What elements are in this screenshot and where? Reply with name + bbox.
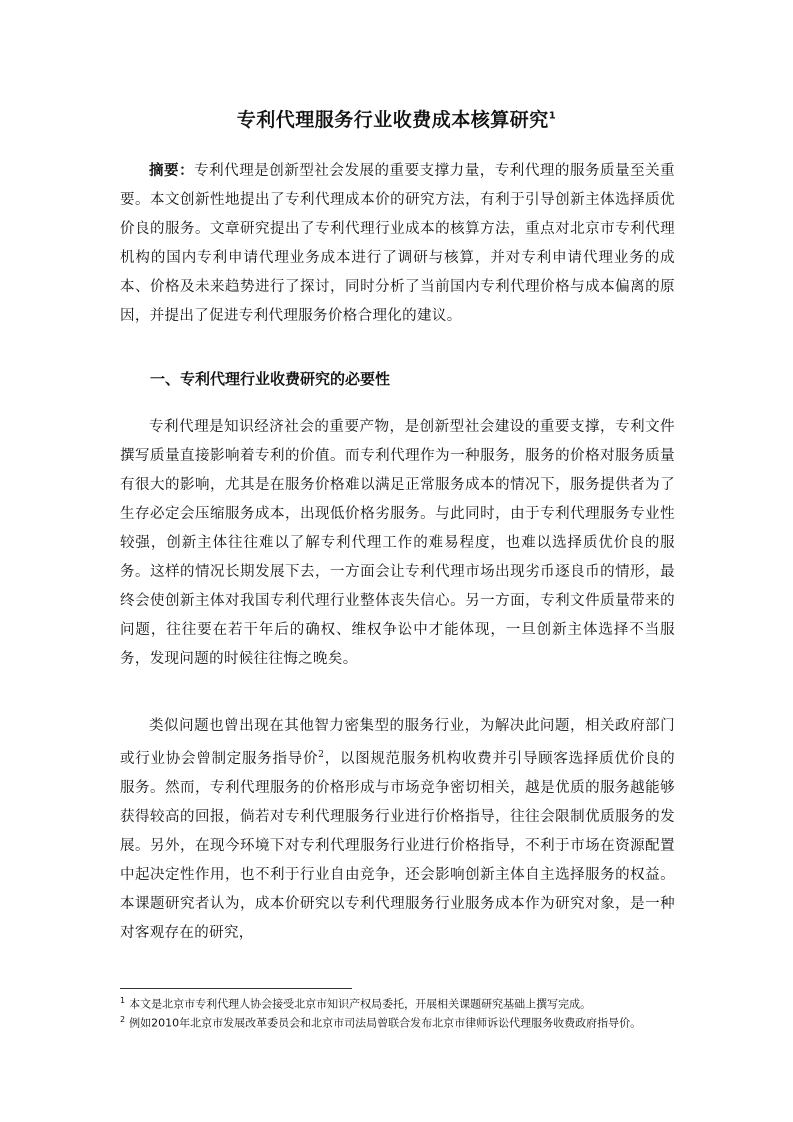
title-text: 专利代理服务行业收费成本核算研究: [236, 109, 549, 131]
section-paragraph-2: [120, 712, 675, 948]
section-heading: 一、专利代理行业收费研究的必要性: [150, 370, 391, 388]
footnotes: [120, 993, 720, 1030]
paragraph-text-after: ，以图规范服务机构收费并引导顾客选择质优价良的服务。然而，专利代理服务的价格形成与市场竞争密切相关，越是优质的服务越能够获得较高的回报，倘若对专利代理服务行业进行价格指导，往往会限制优质服务的发展。另外，在现今环境下对专利代理服务行业进行价格指导，不利于市场在资源配置中起决定性作用，也不利于行业自由竞争，还会影响创新主体自主选择服务的权益。本课题研究者认为，成本价研究以专利代理服务行业服务成本作为研究对象，是一种对客观存在的研究，: [120, 750, 675, 941]
abstract: [120, 157, 675, 331]
title-footnote-mark: 1: [548, 110, 557, 122]
abstract-label: 摘要：: [149, 163, 195, 179]
paragraph-text-before: 类似问题也曾出现在其他智力密集型的服务行业，为解决此问题，相关政府部门或行业协会曾制定服务指导价: [120, 718, 675, 767]
footnote-2: [120, 1012, 720, 1031]
footnote-divider: [120, 988, 352, 989]
footnote-mark: 2: [120, 1014, 126, 1024]
paper-title: [0, 105, 793, 132]
footnote-text: 例如2010年北京市发展改革委员会和北京市司法局曾联合发布北京市律师诉讼代理服务收费政府指导价。: [129, 1016, 642, 1030]
section-paragraph-1: [120, 413, 675, 674]
footnote-text: 本文是北京市专利代理人协会接受北京市知识产权局委托，开展相关课题研究基础上撰写完成。: [129, 997, 592, 1011]
footnote-mark: 1: [120, 996, 126, 1005]
footnote-1: [120, 993, 720, 1012]
abstract-text: 专利代理是创新型社会发展的重要支撑力量，专利代理的服务质量至关重要。本文创新性地提出了专利代理成本价的研究方法，有利于引导创新主体选择质优价良的服务。文章研究提出了专利代理行业成本的核算方法，重点对北京市专利代理机构的国内专利申请代理业务成本进行了调研与核算，并对专利申请代理业务的成本、价格及未来趋势进行了探讨，同时分析了当前国内专利代理价格与成本偏离的原因，并提出了促进专利代理服务价格合理化的建议。: [120, 163, 675, 324]
paragraph-text: 专利代理是知识经济社会的重要产物，是创新型社会建设的重要支撑，专利文件撰写质量直接影响着专利的价值。而专利代理作为一种服务，服务的价格对服务质量有很大的影响，尤其是在服务价格难以满足正常服务成本的情况下，服务提供者为了生存必定会压缩服务成本，出现低价格劣服务。与此同时，由于专利代理服务专业性较强，创新主体往往难以了解专利代理工作的难易程度，也难以选择质优价良的服务。这样的情况长期发展下去，一方面会让专利代理市场出现劣币逐良币的情形，最终会使创新主体对我国专利代理行业整体丧失信心。另一方面，专利文件质量带来的问题，往往要在若干年后的确权、维权争讼中才能体现，一旦创新主体选择不当服务，发现问题的时候往往悔之晚矣。: [120, 419, 675, 667]
footnote-reference: 2: [318, 750, 325, 760]
